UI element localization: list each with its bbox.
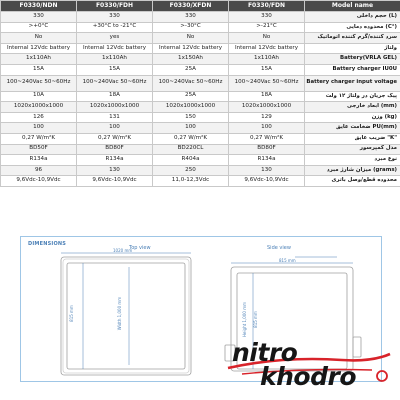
top-view-dimension-lines [61,253,191,369]
table-cell: 9,6Vdc-10,9Vdc [1,176,77,187]
dimensions-title: DIMENSIONS [28,241,67,247]
table-cell: 250 [153,165,229,176]
table-cell: 15A [229,64,305,75]
table-cell: 100~240Vac 50~60Hz [229,75,305,91]
table-row [1,75,400,91]
table-header-row [1,1,400,12]
top-view-title: Top view [129,245,151,251]
table-cell: No [1,33,77,44]
row-label: ولتاژ [305,43,400,54]
table-cell: +30°C to -21°C [77,22,153,33]
row-label: میزان شارژ مبرد (grams) [305,165,400,176]
table-row [1,133,400,144]
row-label: ضخامت عایق PU(mm) [305,123,400,134]
table-cell: 96 [1,165,77,176]
top-view-width-label: 1020 mm [113,248,133,253]
row-label: نوع مبرد [305,155,400,166]
side-view-inner-label: 815 mm [252,311,258,328]
table-row [1,33,400,44]
table-cell: 130 [229,165,305,176]
row-label: ابعاد خارجی (mm) [305,102,400,113]
table-cell: 9,6Vdc-10,9Vdc [229,176,305,187]
table-cell: >-21°C [229,22,305,33]
table-cell: 131 [77,112,153,123]
table-cell: 100 [153,123,229,134]
table-cell: 15A [77,64,153,75]
logo-text-nitro: nitro [232,338,298,367]
nitro-khodro-logo [222,338,394,394]
table-cell: >-30°C [153,22,229,33]
table-row [1,123,400,134]
table-cell: 18A [77,91,153,102]
table-row [1,155,400,166]
table-cell: 1020x1000x1000 [77,102,153,113]
table-cell: 100 [1,123,77,134]
table-row [1,176,400,187]
table-cell: 100~240Vac 50~60Hz [153,75,229,91]
table-cell: 9,6Vdc-10,9Vdc [77,176,153,187]
table-cell: >+0°C [1,22,77,33]
column-header: F0330/NDN [1,1,77,12]
table-cell: BD220CL [153,144,229,155]
table-row [1,91,400,102]
table-cell: 126 [1,112,77,123]
column-header: F0330/FDN [229,1,305,12]
table-cell: 330 [77,12,153,23]
side-view-height-label: Height 1,000 mm [242,301,248,338]
column-header: Model name [305,1,400,12]
table-cell: 10A [1,91,77,102]
table-cell: BD80F [229,144,305,155]
table-cell: R134a [229,155,305,166]
row-label: Battery charger input voltage [305,75,400,91]
table-cell: 0,27 W/m²K [229,133,305,144]
table-cell: Internal 12Vdc battery [77,43,153,54]
table-cell: 0,27 W/m²K [1,133,77,144]
table-cell: No [229,33,305,44]
logo-text-khodro: khodro [260,362,356,391]
top-view-height-label: Width 1,000 mm [117,296,123,331]
column-header: F0330/FDH [77,1,153,12]
table-row [1,144,400,155]
table-cell: BD50F [1,144,77,155]
row-label: سرد کننده/گرم کننده اتوماتیک [305,33,400,44]
top-view-outline [61,257,191,375]
row-label: پیک جریان در ولتاژ ۱۲ ولت [305,91,400,102]
row-label: محدوده قطع/وصل باتری [305,176,400,187]
table-cell: Internal 12Vdc battery [229,43,305,54]
table-cell: 1020x1000x1000 [153,102,229,113]
table-cell: 1x110Ah [1,54,77,65]
table-cell: R134a [77,155,153,166]
table-row [1,112,400,123]
table-cell: 11,0-12,3Vdc [153,176,229,187]
top-view-inner-label: 815 mm [68,305,74,322]
table-cell: R134a [1,155,77,166]
table-cell: 15A [1,64,77,75]
table-cell: No [153,33,229,44]
table-cell: 1x150Ah [153,54,229,65]
row-label: ضریب عایق "K" [305,133,400,144]
table-cell: 1020x1000x1000 [229,102,305,113]
row-label: مدل کمپرسور [305,144,400,155]
table-cell: 0,27 W/m²K [153,133,229,144]
table-cell: Internal 12Vdc battery [153,43,229,54]
table-row [1,165,400,176]
table-cell: Internal 12Vdc battery [1,43,77,54]
side-view-width-label: 815 mm [279,258,296,263]
table-cell: 1x110Ah [77,54,153,65]
spec-table [0,0,400,187]
table-row [1,22,400,33]
table-cell: 100 [77,123,153,134]
table-cell: 1x110Ah [229,54,305,65]
table-cell: 129 [229,112,305,123]
table-cell: 330 [229,12,305,23]
table-cell: 25A [153,91,229,102]
table-cell: 100~240Vac 50~60Hz [77,75,153,91]
table-cell: 25A [153,64,229,75]
table-cell: BD80F [77,144,153,155]
column-header: F0330/XFDN [153,1,229,12]
row-label: Battery(VRLA GEL) [305,54,400,65]
table-cell: 1020x1000x1000 [1,102,77,113]
table-cell: yes [77,33,153,44]
table-cell: 100~240Vac 50~60Hz [1,75,77,91]
side-view-title: Side view [267,245,291,251]
table-row [1,64,400,75]
table-cell: 330 [1,12,77,23]
table-row [1,43,400,54]
table-cell: 150 [153,112,229,123]
table-cell: 130 [77,165,153,176]
row-label: حجم داخلی (L) [305,12,400,23]
table-cell: R404a [153,155,229,166]
row-label: وزن (kg) [305,112,400,123]
table-cell: 100 [229,123,305,134]
table-row [1,12,400,23]
table-cell: 330 [153,12,229,23]
row-label: Battery charger IU0U [305,64,400,75]
table-row [1,102,400,113]
table-cell: 18A [229,91,305,102]
row-label: محدوده دمایی (C°) [305,22,400,33]
table-row [1,54,400,65]
table-cell: 0,27 W/m²K [77,133,153,144]
